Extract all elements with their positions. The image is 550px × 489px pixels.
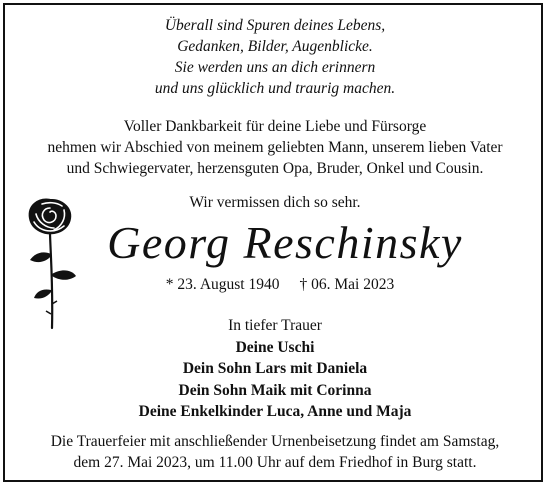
poem-line: und uns glücklich und traurig machen. [154,80,396,97]
mourner-name: Dein Sohn Maik mit Corinna [178,381,372,399]
service-line: Die Trauerfeier mit anschließender Urnenbeisetzung findet am Samstag, [50,433,500,450]
mourners [0,315,550,423]
poem-line: Überall sind Spuren deines Lebens, [164,17,386,34]
mourning-intro: In tiefer Trauer [228,317,322,334]
death-date: † 06. Mai 2023 [299,276,395,293]
gratitude-line: nehmen wir Abschied von meinem geliebten Mann, unserem lieben Vater [47,139,503,156]
life-dates [130,274,430,295]
gratitude-line: Voller Dankbarkeit für deine Liebe und Fürsorge [123,118,427,135]
birth-date: * 23. August 1940 [165,276,280,293]
miss-text: Wir vermissen dich so sehr. [189,194,361,211]
gratitude-text [0,116,550,179]
poem-line: Sie werden uns an dich erinnern [174,59,376,76]
mourner-name: Dein Sohn Lars mit Daniela [182,360,368,377]
mourner-name: Deine Uschi [235,338,315,356]
mourner-name: Deine Enkelkinder Luca, Anne und Maja [138,403,412,420]
rose-icon [20,192,80,332]
service-info [0,431,550,473]
service-line: dem 27. Mai 2023, um 11.00 Uhr auf dem Friedhof in Burg statt. [73,454,477,471]
poem-line: Gedanken, Bilder, Augenblicke. [177,38,373,55]
poem [0,15,550,99]
deceased-name: Georg Reschinsky [107,217,463,268]
gratitude-line: und Schwiegervater, herzensguten Opa, Bruder, Onkel und Cousin. [66,160,484,177]
